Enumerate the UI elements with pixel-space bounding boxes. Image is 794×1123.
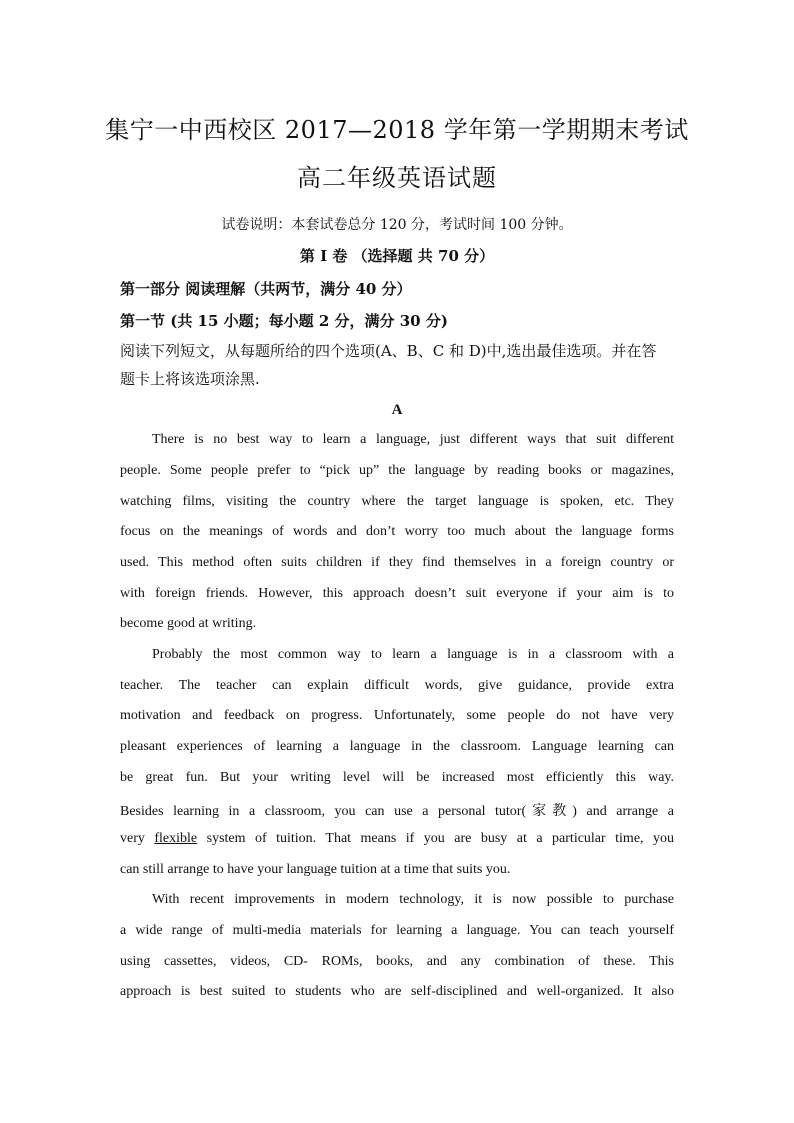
instructions-line-1: 阅读下列短文，从每题所给的四个选项(A、B、C 和 D)中,选出最佳选项。并在答 [120,342,657,360]
passage-line: With recent improvements in modern technology, it is now possible to purchase [152,892,674,907]
exam-subtitle: 高二年级英语试题 [297,164,497,192]
passage-line: pleasant experiences of learning a language in the classroom. Language learning can [120,739,674,754]
instructions-line-2: 题卡上将该选项涂黑. [120,370,260,388]
passage-line: be great fun. But your writing level will be increased most efficiently this way. [120,770,674,785]
passage-line: Probably the most common way to learn a language is in a classroom with a [152,647,674,662]
passage-text: very [120,831,145,846]
underlined-word: flexible [154,831,198,846]
passage-label: A [391,402,403,418]
passage-line: There is no best way to learn a language, just different ways that suit different [152,432,674,447]
exam-title: 集宁一中西校区 2017—2018 学年第一学期期末考试 [105,116,689,144]
exam-note: 试卷说明：本套试卷总分 120 分，考试时间 100 分钟。 [221,217,573,233]
passage-line: using cassettes, videos, CD- ROMs, books, and any combination of these. This [120,954,674,969]
passage-line: used. This method often suits children if they find themselves in a foreign country or [120,555,674,570]
volume-heading: 第 I 卷 （选择题 共 70 分） [299,247,495,265]
part-heading: 第一部分 阅读理解（共两节，满分 40 分） [120,280,412,298]
passage-line: become good at writing. [120,616,257,631]
passage-line: watching films, visiting the country where the target language is spoken, etc. They [120,494,674,509]
passage-line: with foreign friends. However, this approach doesn’t suit everyone if your aim is to [120,586,674,601]
passage-line: focus on the meanings of words and don’t worry too much about the language forms [120,524,674,539]
passage-line: teacher. The teacher can explain difficult words, give guidance, provide extra [120,678,674,693]
passage-line: Besides learning in a classroom, you can use a personal tutor(家教) and arrange a [120,804,674,819]
passage-line [120,831,674,847]
passage-line: motivation and feedback on progress. Unfortunately, some people do not have very [120,708,674,723]
passage-line: people. Some people prefer to “pick up” the language by reading books or magazines, [120,463,674,478]
passage-line: approach is best suited to students who are self-disciplined and well-organized. It also [120,984,674,999]
passage-text: system of tuition. That means if you are busy at a particular time, you [206,831,675,846]
passage-line: can still arrange to have your language tuition at a time that suits you. [120,862,511,877]
passage-line: a wide range of multi-media materials for learning a language. You can teach yourself [120,923,674,938]
section-heading: 第一节 (共 15 小题；每小题 2 分，满分 30 分) [120,312,448,330]
